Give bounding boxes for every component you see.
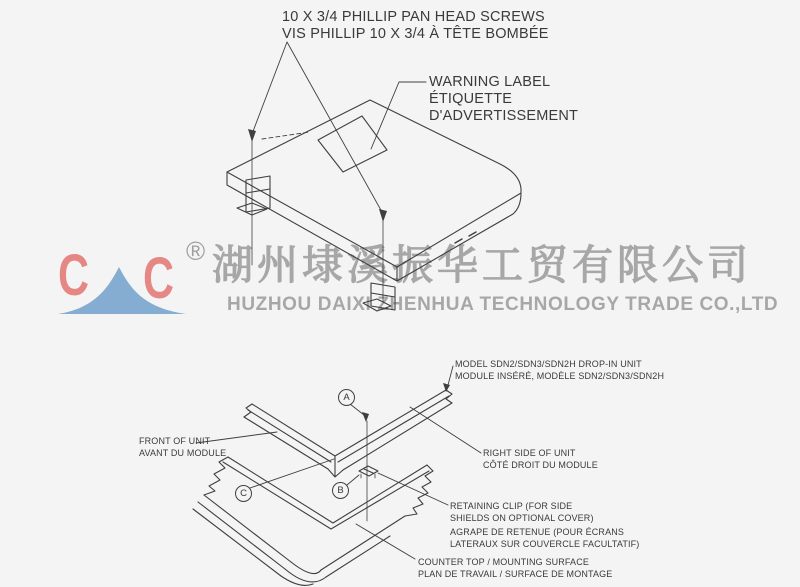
model-label: [455, 359, 664, 382]
warning-label-fr-2: D'ADVERTISSEMENT: [429, 108, 579, 124]
company-name-english: HUZHOU DAIXI ZHENHUA TECHNOLOGY TRADE CO.,LTD: [227, 294, 779, 315]
screws-label: [282, 9, 549, 43]
callout-a-leader: [350, 404, 364, 415]
warning-label-rectangle: [318, 116, 387, 172]
logo-c-glyph: C: [58, 243, 89, 308]
front-label-fr: AVANT DU MODULE: [139, 447, 227, 458]
callout-circle-c: C: [235, 485, 252, 502]
counter-label-fr: PLAN DE TRAVAIL / SURFACE DE MONTAGE: [418, 568, 613, 579]
retaining-label-en-2: SHIELDS ON OPTIONAL COVER): [450, 512, 594, 523]
front-band-lines: [193, 495, 291, 576]
retaining-label-en-1: RETAINING CLIP (FOR SIDE: [450, 501, 573, 511]
left-rail-lines: [244, 404, 335, 469]
right-side-label-en: RIGHT SIDE OF UNIT: [483, 448, 576, 458]
bracket-foot: [363, 299, 391, 311]
warning-label-en: WARNING LABEL: [429, 74, 551, 90]
warning-label-text: [429, 74, 578, 125]
right-side-leader: [410, 407, 481, 453]
counter-top-drawing: [193, 457, 433, 585]
retaining-label-fr-1: AGRAPE DE RETENUE (POUR ÉCRANS: [450, 527, 625, 537]
logo-c-glyph: C: [143, 246, 174, 311]
retaining-clip-label: [450, 501, 639, 550]
right-side-label-fr: CÔTÉ DROIT DU MODULE: [483, 459, 598, 470]
screw-arrowhead-middle: [379, 209, 387, 222]
retaining-clip-drawing: [359, 466, 378, 478]
company-name-chinese: 湖州埭溪振华工贸有限公司: [212, 241, 752, 289]
model-label-en: MODEL SDN2/SDN3/SDN2H DROP-IN UNIT: [455, 359, 642, 369]
hidden-edge-dashed-line: [262, 132, 310, 139]
mounting-bracket-middle: [363, 283, 395, 311]
screw-arrowhead-left: [248, 129, 256, 142]
callout-circle-b: B: [332, 482, 349, 499]
callout-b-leader: [347, 475, 359, 485]
screws-label-en: 10 X 3/4 PHILLIP PAN HEAD SCREWS: [282, 9, 545, 25]
rounded-corner: [281, 562, 326, 585]
callout-c-leader: [250, 459, 334, 488]
counter-label-en: COUNTER TOP / MOUNTING SURFACE: [418, 557, 590, 567]
front-label-en: FRONT OF UNIT: [139, 436, 211, 446]
panel-top-face: [227, 100, 521, 267]
registered-trademark-icon: ®: [186, 236, 206, 266]
unit-corner-edge: [328, 456, 343, 477]
retaining-label-fr-2: LATERAUX SUR COUVERCLE FACULTATIF): [450, 538, 640, 549]
mounting-bracket-left: [237, 176, 270, 215]
right-arm-edges: [321, 516, 405, 577]
panel-thickness-edges: [227, 172, 521, 281]
right-side-label: [483, 448, 598, 471]
front-of-unit-label: [139, 436, 226, 459]
screws-label-fr: VIS PHILLIP 10 X 3/4 À TÊTE BOMBÉE: [282, 26, 549, 42]
right-rail-break: [446, 390, 452, 403]
callout-circle-a: A: [338, 389, 355, 406]
callout-a-arrowhead: [362, 412, 369, 422]
warning-label-fr-1: ÉTIQUETTE: [429, 91, 513, 107]
model-label-fr: MODULE INSÉRÉ, MODÈLE SDN2/SDN3/SDN2H: [455, 370, 665, 381]
counter-top-label: [418, 557, 612, 580]
cover-panel-drawing: [227, 100, 521, 281]
right-break-wavy: [405, 465, 433, 516]
